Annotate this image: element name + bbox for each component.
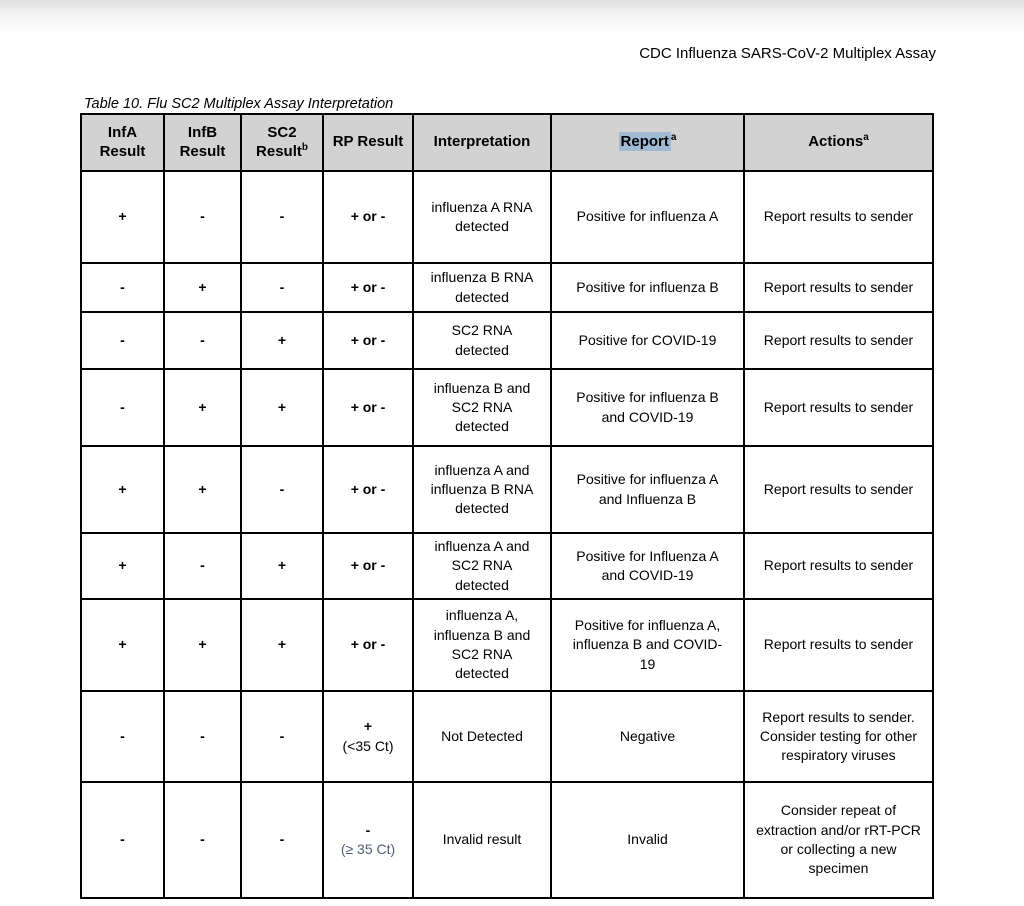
header-rp-result: RP Result [323,114,413,171]
cell-report: Positive for COVID-19 [551,312,744,369]
cell-rp: + or - [323,312,413,369]
cell-report: Positive for Influenza A and COVID-19 [551,533,744,599]
header-actions: Actions$^a$ [744,114,933,171]
cell-sc2: - [241,446,323,533]
cell-rp: + or - [323,533,413,599]
cell-report: Positive for influenza B and COVID-19 [551,369,744,446]
cell-report: Positive for influenza A and Influenza B [551,446,744,533]
cell-infb: + [164,263,241,312]
cell-actions: Report results to sender [744,533,933,599]
cell-infb: + [164,599,241,691]
cell-rp: + or - [323,369,413,446]
cell-sc2: - [241,782,323,898]
header-infb-result: InfB Result [164,114,241,171]
cell-sc2: - [241,691,323,782]
cell-sc2: + [241,599,323,691]
cell-interpretation: Not Detected [413,691,551,782]
cell-rp: + (<35 Ct) [323,691,413,782]
table-row [81,171,933,263]
table-header-row [81,114,933,171]
cell-rp: + or - [323,446,413,533]
cell-interpretation: Invalid result [413,782,551,898]
table-caption: Table 10. Flu SC2 Multiplex Assay Interpretation [84,96,394,112]
cell-interpretation: influenza A, influenza B and SC2 RNA detected [413,599,551,691]
cell-rp: + or - [323,171,413,263]
cell-sc2: - [241,171,323,263]
cell-sc2: + [241,369,323,446]
cell-actions: Report results to sender. Consider testing for other respiratory viruses [744,691,933,782]
cell-infb: - [164,782,241,898]
cell-interpretation: influenza A RNA detected [413,171,551,263]
cell-infb: - [164,533,241,599]
cell-infa: + [81,446,164,533]
table-row [81,533,933,599]
cell-infa: + [81,533,164,599]
cell-infa: + [81,171,164,263]
ct-threshold-note: (≥ 35 Ct) [340,841,396,857]
assay-interpretation-table [80,113,934,899]
cell-infa: - [81,312,164,369]
table-row [81,599,933,691]
table-row [81,369,933,446]
cell-infb: + [164,446,241,533]
table-row [81,691,933,782]
header-interpretation: Interpretation [413,114,551,171]
cell-infa: - [81,691,164,782]
cell-actions: Report results to sender [744,599,933,691]
cell-actions: Report results to sender [744,171,933,263]
cell-sc2: - [241,263,323,312]
table-row [81,446,933,533]
cell-interpretation: SC2 RNA detected [413,312,551,369]
table-row [81,782,933,898]
cell-infb: - [164,312,241,369]
cell-report: Positive for influenza A [551,171,744,263]
ct-threshold-note: (<35 Ct) [342,737,394,754]
cell-rp: + or - [323,599,413,691]
cell-infb: - [164,691,241,782]
cell-actions: Report results to sender [744,312,933,369]
cell-report: Invalid [551,782,744,898]
cell-sc2: + [241,312,323,369]
cell-interpretation: influenza A and influenza B RNA detected [413,446,551,533]
cell-report: Positive for influenza A, influenza B and COVID-19 [551,599,744,691]
cell-actions: Report results to sender [744,263,933,312]
header-infa-result: InfA Result [81,114,164,171]
cell-interpretation: influenza B RNA detected [413,263,551,312]
table-row [81,312,933,369]
cell-infa: - [81,369,164,446]
cell-infb: + [164,369,241,446]
cell-sc2: + [241,533,323,599]
cell-infa: - [81,263,164,312]
cell-infa: - [81,782,164,898]
cell-infb: - [164,171,241,263]
document-header-title: CDC Influenza SARS-CoV-2 Multiplex Assay [639,45,936,62]
cell-rp: - (≥ 35 Ct) [323,782,413,898]
cell-actions: Report results to sender [744,446,933,533]
cell-interpretation: influenza A and SC2 RNA detected [413,533,551,599]
cell-report: Positive for influenza B [551,263,744,312]
cell-interpretation: influenza B and SC2 RNA detected [413,369,551,446]
cell-rp: + or - [323,263,413,312]
header-report: Report $^a$ [551,114,744,171]
cell-report: Negative [551,691,744,782]
window-top-shadow [0,0,1024,34]
cell-actions: Consider repeat of extraction and/or rRT-PCR or collecting a new specimen [744,782,933,898]
cell-actions: Report results to sender [744,369,933,446]
table-row [81,263,933,312]
selected-text-highlight: Report [620,133,669,151]
cell-infa: + [81,599,164,691]
header-sc2-result: SC2 Result$^b$ [241,114,323,171]
